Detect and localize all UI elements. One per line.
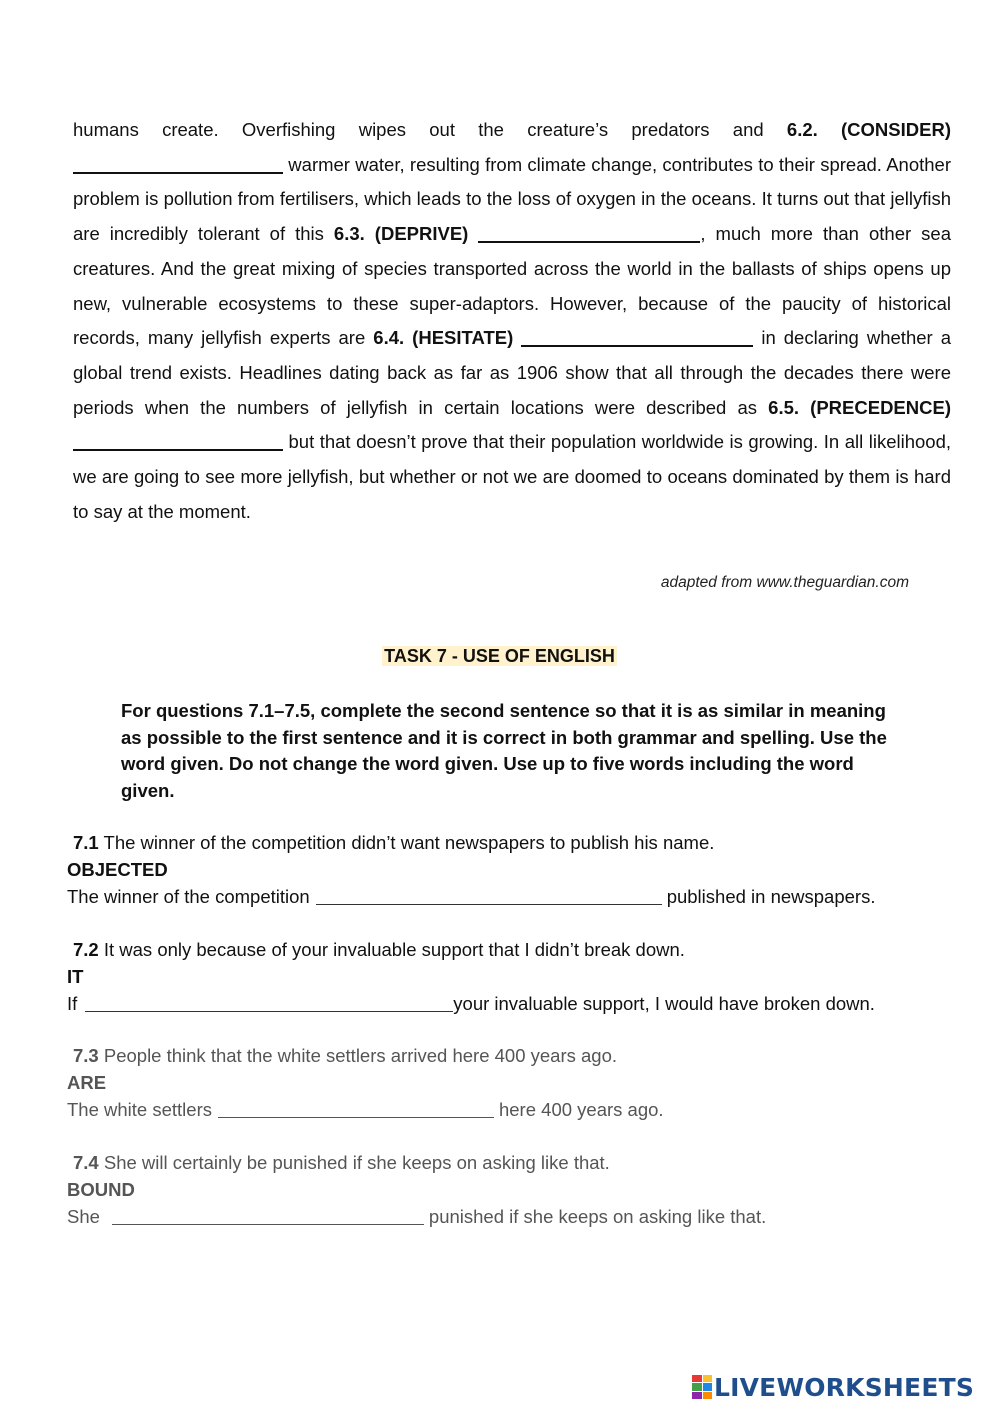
task-title-text: TASK 7 - USE OF ENGLISH: [384, 646, 615, 666]
liveworksheets-logo-icon: [692, 1375, 712, 1399]
gap-6-2-blank[interactable]: [73, 153, 283, 174]
question-number: 7.1: [73, 832, 99, 853]
answer-line: [67, 1096, 947, 1123]
task-title: [0, 646, 999, 667]
question-sentence: She will certainly be punished if she keeps on asking like that.: [98, 1152, 610, 1173]
reading-passage: [73, 113, 951, 529]
answer-blank[interactable]: [112, 1206, 424, 1225]
liveworksheets-logo: [692, 1372, 974, 1402]
answer-after: your invaluable support, I would have broken down.: [453, 993, 875, 1014]
question-number: 7.4: [73, 1152, 99, 1173]
answer-before: The winner of the competition: [67, 886, 310, 907]
logo-tile: [703, 1392, 713, 1399]
logo-tile: [692, 1383, 702, 1390]
passage-text-5: but that doesn’t prove that their population worldwide is growing. In all likelihood, we are going to see more jellyfish, but whether or not we are doomed to oceans dominated by them is hard to say at the moment.: [73, 431, 951, 522]
answer-line: [67, 990, 947, 1017]
answer-blank[interactable]: [85, 993, 453, 1012]
question-prompt: [73, 1043, 947, 1069]
question-number: 7.3: [73, 1045, 99, 1066]
answer-before: The white settlers: [67, 1099, 212, 1120]
logo-tile: [703, 1383, 713, 1390]
gap-label-6-2: 6.2. (CONSIDER): [786, 119, 951, 140]
question-7-1: [67, 830, 947, 910]
answer-blank[interactable]: [316, 886, 662, 905]
task-instructions: For questions 7.1–7.5, complete the second sentence so that it is as similar in meaning as possible to the first sentence and it is correct in both grammar and spelling. Use the word given. Do not change the word given. Use up to five words including the word given.: [121, 700, 887, 801]
answer-after: here 400 years ago.: [498, 1099, 664, 1120]
question-7-2: [67, 937, 947, 1017]
passage-text-4: in declaring whether a global trend exists. Headlines dating back as far as 1906 show that all through the decades there were periods when the numbers of jellyfish in certain locations were described as: [73, 327, 952, 418]
gap-label-6-4: 6.4. (HESITATE): [373, 327, 514, 349]
gap-6-3-blank[interactable]: [478, 222, 700, 243]
question-7-4: [67, 1150, 947, 1230]
question-prompt: [73, 1150, 947, 1176]
keyword: ARE: [67, 1072, 107, 1093]
keyword: IT: [67, 966, 84, 987]
passage-text-1: humans create. Overfishing wipes out the creature’s predators and: [73, 119, 787, 140]
answer-before: She: [67, 1206, 100, 1227]
source-credit: adapted from www.theguardian.com: [660, 574, 909, 591]
answer-line: [67, 883, 947, 910]
question-number: 7.2: [73, 939, 99, 960]
gap-6-4-blank[interactable]: [521, 326, 753, 347]
logo-text: LIVEWORKSHEETS: [714, 1372, 975, 1402]
answer-blank[interactable]: [218, 1099, 494, 1118]
keyword: OBJECTED: [67, 859, 168, 880]
answer-after: published in newspapers.: [666, 886, 876, 907]
answer-before: If: [67, 993, 78, 1014]
keyword: BOUND: [67, 1179, 135, 1200]
question-sentence: The winner of the competition didn’t want newspapers to publish his name.: [98, 832, 715, 853]
gap-6-5-blank[interactable]: [73, 430, 283, 451]
answer-after: punished if she keeps on asking like that.: [428, 1206, 767, 1227]
question-sentence: People think that the white settlers arrived here 400 years ago.: [98, 1045, 618, 1066]
question-sentence: It was only because of your invaluable support that I didn’t break down.: [98, 939, 685, 960]
question-prompt: [73, 937, 947, 963]
question-7-3: [67, 1043, 947, 1123]
gap-label-6-3: 6.3. (DEPRIVE): [333, 223, 469, 245]
logo-tile: [703, 1375, 713, 1382]
logo-tile: [692, 1375, 702, 1382]
passage-text-2: warmer water, resulting from climate change, contributes to their spread. Another problem is pollution from fertilisers, which leads to the loss of oxygen in the oceans. It turns out that jellyfish are incredibly tolerant of this: [73, 153, 951, 245]
logo-tile: [692, 1392, 702, 1399]
question-prompt: [73, 830, 947, 856]
answer-line: [67, 1203, 947, 1230]
gap-label-6-5: 6.5. (PRECEDENCE): [768, 396, 951, 418]
passage-text-3: , much more than other sea creatures. And the great mixing of species transported across the world in the ballasts of ships opens up new, vulnerable ecosystems to these super-adaptors. However, because of the paucity of historical records, many jellyfish experts are: [73, 223, 952, 349]
